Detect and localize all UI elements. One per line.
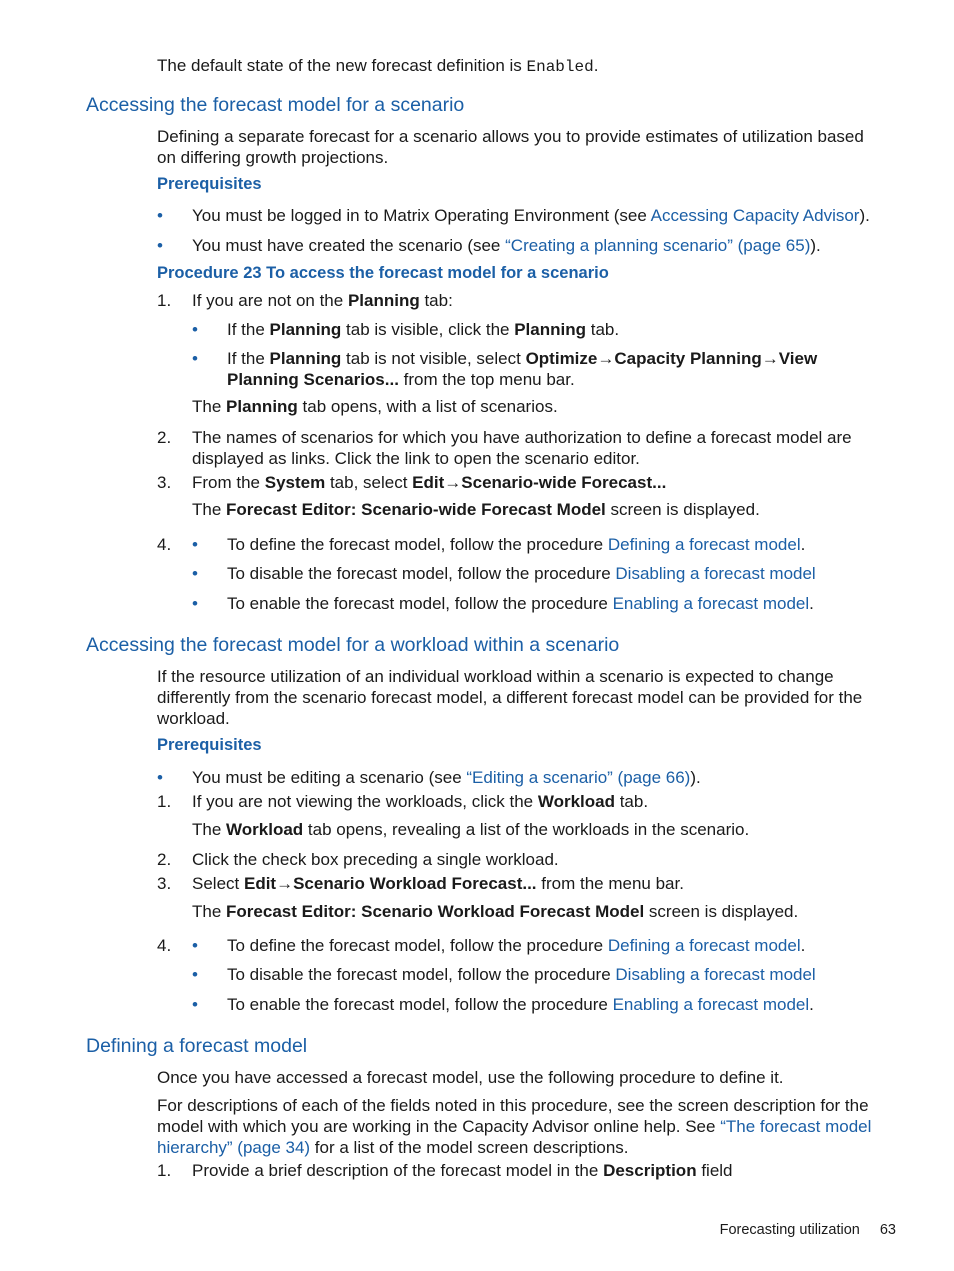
bullet-icon: •	[192, 936, 198, 955]
section2-paragraph: If the resource utilization of an individual workload within a scenario is expected to change differently from the scenario forecast model, a different forecast model can be provided for the workload.	[157, 667, 863, 728]
footer-section-name: Forecasting utilization	[719, 1222, 860, 1238]
section1-heading: Accessing the forecast model for a scenario	[86, 94, 465, 116]
section3-paragraph-1: Once you have accessed a forecast model, use the following procedure to define it.	[157, 1068, 784, 1087]
arrow-icon: →	[761, 349, 779, 368]
link-disabling-forecast-model[interactable]: Disabling a forecast model	[615, 564, 816, 583]
section1-step-1-note: The Planning tab opens, with a list of scenarios.	[192, 397, 558, 416]
document-page: The default state of the new forecast definition is Enabled. Accessing the forecast model for a scenario Defining a separate forecast for a scenario allows you to provide estimates of utilization based on differing growth projections. Prerequisites • You must be logged in to Matrix Operating Environment (see Accessing Capacity Advisor). • You must have created the scenario (see “Creating a planning scenario” (page 65)). Procedure 23 To access the forecast model for a scenario 1. If you are not on the Planning tab: • If the Planning tab is visible, click the Planning tab. • If the Planning tab is not visible, select Optimize→Capacity Planning→View Planning Scenarios... from the top menu bar. The Planning tab opens, with a list of scenarios. 2. The names of scenarios for which you have authorization to define a forecast model are displayed as links. Click the link to open the scenario editor. 3. From the System tab, select Edit→Scenario-wide Forecast... The Forecast Editor: Scenario-wide Forecast Model screen is displayed. 4. • To define the forecast model, follow the procedure Defining a forecast model. • To disable the forecast model, follow the procedure Disabling a forecast model • To enable the forecast model, follow the procedure Enabling a forecast model. Accessing the forecast model for a workload within a scenario If the resource utilization of an individual workload within a scenario is expected to change differently from the scenario forecast model, a different forecast model can be provided for the workload. Prerequisites • You must be editing a scenario (see “Editing a scenario” (page 66)). 1. If you are not viewing the workloads, click the Workload tab. The Workload tab opens, revealing a list of the workloads in the scenario. 2. Click the check box preceding a single workload. 3. Select Edit→Scenario Workload Forecast... from the menu bar. The Forecast Editor: Scenario Workload Forecast Model screen is displayed. 4. • To define the forecast model, follow the procedure Defining a forecast model. • To disable the forecast model, follow the procedure Disabling a forecast model • To enable the forecast model, follow the procedure Enabling a forecast model. Defining a forecast model Once you have accessed a forecast model, use the following procedure to define it. For descriptions of each of the fields noted in this procedure, see the screen description for the model with which you are working in the Capacity Advisor online help. See “The forecast model hierarchy” (page 34) for a list of the model screen descriptions. 1. Provide a brief description of the forecast model in the Description field Forecasting utilization 63	[86, 56, 896, 1238]
section1-prereq-heading: Prerequisites	[157, 175, 262, 193]
link-defining-forecast-model[interactable]: Defining a forecast model	[607, 936, 801, 955]
section1-paragraph: Defining a separate forecast for a scenario allows you to provide estimates of utilization based on differing growth projections.	[157, 127, 864, 167]
link-enabling-forecast-model[interactable]: Enabling a forecast model	[612, 594, 810, 613]
intro-text: The default state of the new forecast definition is	[157, 56, 527, 75]
section3-paragraph-2: For descriptions of each of the fields noted in this procedure, see the screen description for the model with which you are working in the Capacity Advisor online help. See “The forecast model hierarchy” (page 34) for a list of the model screen descriptions.	[157, 1096, 872, 1157]
bullet-icon: •	[192, 965, 198, 984]
arrow-icon: →	[276, 874, 294, 893]
section3-heading: Defining a forecast model	[86, 1035, 308, 1057]
intro-paragraph	[157, 55, 887, 78]
intro-text-end: .	[593, 56, 599, 75]
bullet-icon: •	[157, 768, 163, 787]
bullet-icon: •	[192, 594, 198, 613]
bullet-icon: •	[192, 535, 198, 554]
link-defining-forecast-model[interactable]: Defining a forecast model	[607, 535, 801, 554]
link-enabling-forecast-model[interactable]: Enabling a forecast model	[612, 995, 810, 1014]
section1-step-3-note: The Forecast Editor: Scenario-wide Forecast Model screen is displayed.	[192, 500, 760, 519]
link-editing-scenario[interactable]: “Editing a scenario” (page 66)	[466, 768, 691, 787]
section2-step-1-note: The Workload tab opens, revealing a list of the workloads in the scenario.	[192, 820, 750, 839]
bullet-icon: •	[192, 349, 198, 368]
intro-code: Enabled	[526, 58, 594, 76]
arrow-icon: →	[597, 349, 615, 368]
bullet-icon: •	[192, 320, 198, 339]
bullet-icon: •	[157, 236, 163, 255]
link-accessing-capacity-advisor[interactable]: Accessing Capacity Advisor	[650, 206, 860, 225]
bullet-icon: •	[192, 564, 198, 583]
link-creating-planning-scenario[interactable]: “Creating a planning scenario” (page 65)	[505, 236, 811, 255]
step-number: 1.	[157, 291, 172, 310]
page-number: 63	[879, 1222, 896, 1238]
bullet-icon: •	[157, 206, 163, 225]
bullet-icon: •	[192, 995, 198, 1014]
arrow-icon: →	[444, 473, 462, 492]
section2-step-3-note: The Forecast Editor: Scenario Workload Forecast Model screen is displayed.	[192, 902, 799, 921]
link-forecast-model-hierarchy[interactable]: “The forecast model hierarchy” (page 34)	[157, 1117, 872, 1157]
link-disabling-forecast-model[interactable]: Disabling a forecast model	[615, 965, 816, 984]
page-footer	[700, 1222, 896, 1238]
procedure-23-heading: Procedure 23 To access the forecast model for a scenario	[157, 264, 609, 282]
section2-heading: Accessing the forecast model for a workload within a scenario	[86, 634, 620, 656]
section2-prereq-heading: Prerequisites	[157, 736, 262, 754]
